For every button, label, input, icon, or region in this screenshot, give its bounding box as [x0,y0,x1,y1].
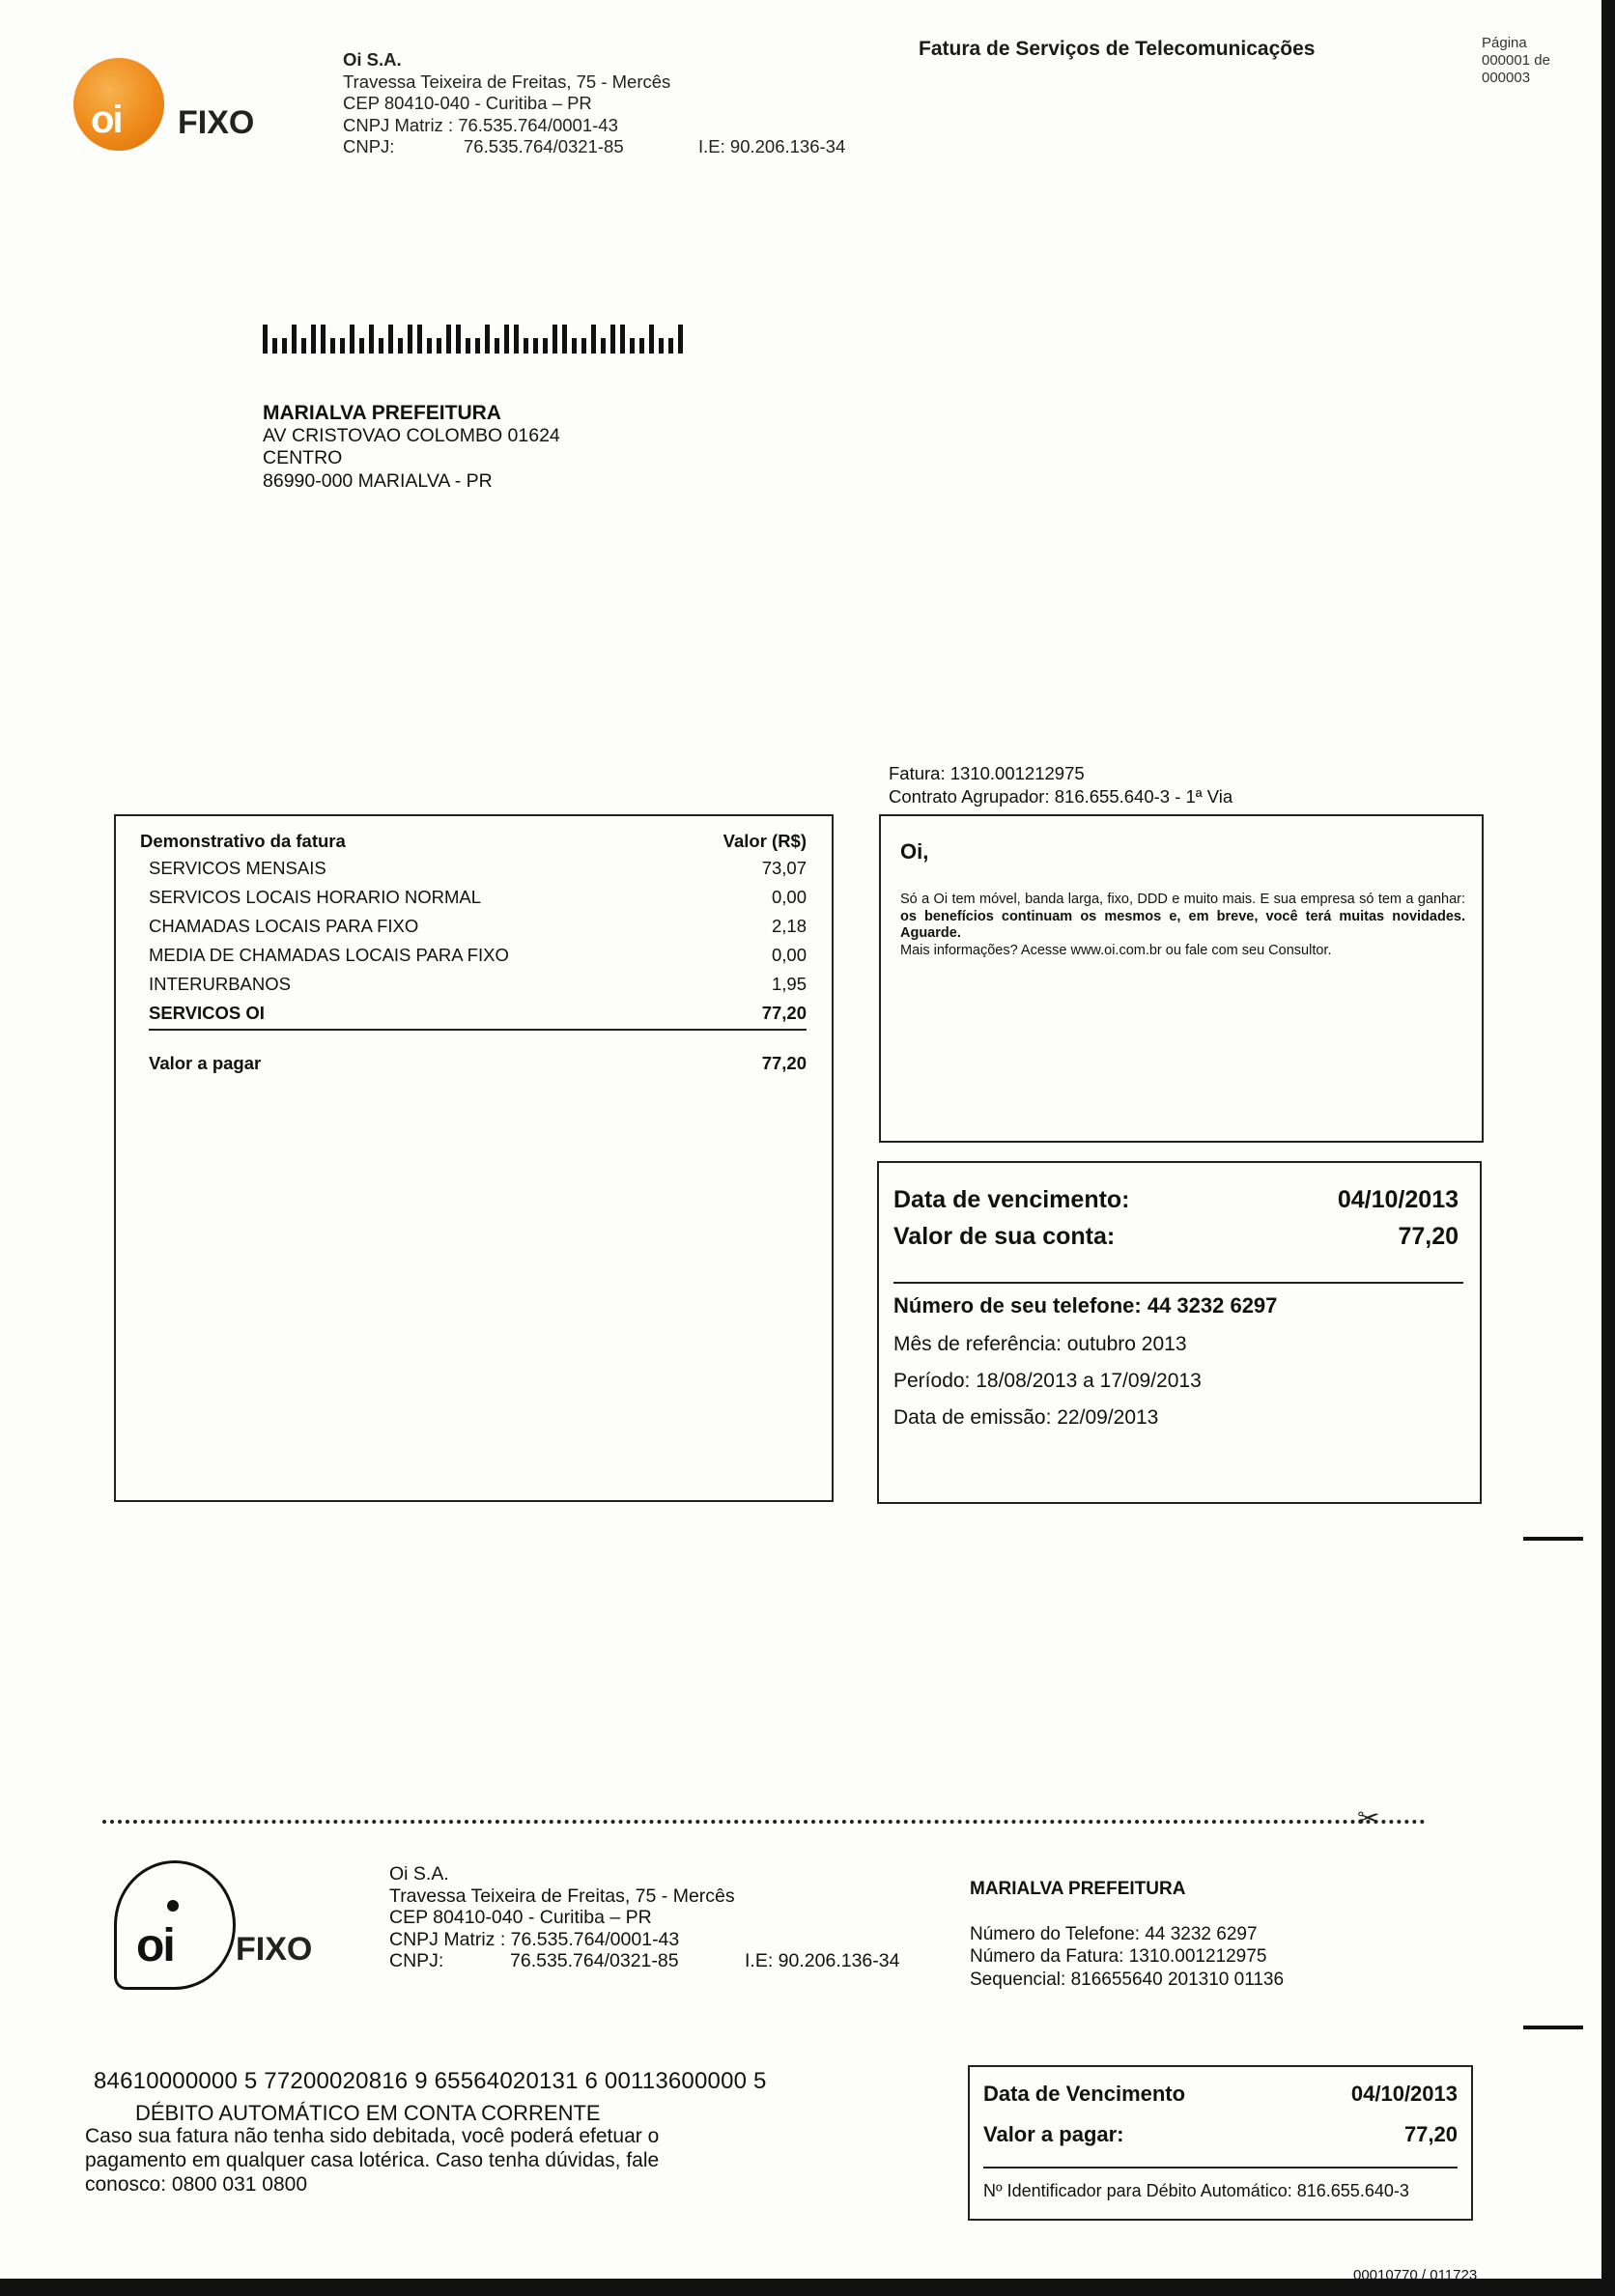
statement-total [149,1053,807,1074]
due-date-label: Data de vencimento: [893,1186,1130,1213]
statement-header [140,831,807,852]
statement-row-value: 0,00 [771,945,807,965]
statement-row [149,887,807,908]
slip-due-label: Data de Vencimento [983,2082,1186,2106]
message-more-info: Mais informações? Acesse www.oi.com.br ou fale com seu Consultor. [900,942,1332,958]
recipient-name: MARIALVA PREFEITURA [263,402,501,424]
barcode-bar [485,325,490,354]
amount-label: Valor de sua conta: [893,1223,1116,1250]
page-current: 000001 de [1482,52,1550,69]
recipient-address [263,402,560,493]
statement-total-label: Valor a pagar [149,1053,262,1073]
message-box [879,814,1484,1143]
debit-note: Caso sua fatura não tenha sido debitada, você poderá efetuar o pagamento em qualquer casa lotérica. Caso tenha dúvidas, fale conosco: 0800 031 0800 [85,2125,660,2196]
barcode-bar [340,338,345,354]
amount-value: 77,20 [1398,1223,1459,1250]
barcode-bar [601,338,606,354]
statement-row-label: SERVICOS OI [149,1003,265,1023]
barcode-bar [369,325,374,354]
barcode-bar [572,338,577,354]
statement-row-value: 73,07 [761,858,807,878]
company-name: Oi S.A. [343,49,402,70]
company-address: Travessa Teixeira de Freitas, 75 - Mercês [389,1885,735,1907]
slip-pay-value: 77,20 [1403,2122,1458,2146]
logo-fixo-label: FIXO [236,1931,313,1968]
footer-sequence: 00010770 / 011723 [1353,2267,1478,2283]
statement-row-value: 0,00 [771,887,807,907]
statement-row [149,916,807,937]
emission-date: Data de emissão: 22/09/2013 [893,1406,1159,1429]
invoice-title: Fatura de Serviços de Telecomunicações [919,38,1316,60]
barcode-bar [417,325,422,354]
margin-tick [1523,1537,1583,1541]
due-date-row [893,1186,1459,1214]
postal-barcode [263,325,688,354]
amount-row [893,1223,1459,1251]
due-date-box [877,1161,1482,1504]
company-cnpj-label: CNPJ: [343,136,395,156]
statement-row-label: INTERURBANOS [149,974,291,994]
slip-company-info [389,1863,900,1972]
barcode-bar [475,338,480,354]
digitable-line: 84610000000 5 77200020816 9 65564020131 6 00113600000 5 [94,2068,767,2094]
company-cep: CEP 80410-040 - Curitiba – PR [343,93,592,113]
barcode-bar [427,338,432,354]
reference-month: Mês de referência: outubro 2013 [893,1333,1187,1355]
barcode-bar [301,338,306,354]
company-address: Travessa Teixeira de Freitas, 75 - Mercês [343,71,671,92]
barcode-bar [591,325,596,354]
invoice-info [889,762,1232,808]
statement-row-value: 1,95 [771,974,807,994]
statement-row [149,945,807,966]
invoice-contract: Contrato Agrupador: 816.655.640-3 - 1ª Via [889,786,1233,807]
company-ie: I.E: 90.206.136-34 [745,1950,900,1971]
statement-row-value: 2,18 [771,916,807,936]
due-date-value: 04/10/2013 [1337,1186,1459,1213]
message-body [900,892,1465,959]
invoice-statement-box [114,814,834,1502]
slip-due-date-row [983,2082,1458,2107]
barcode-bar [524,338,528,354]
company-cnpj-value: 76.535.764/0321-85 [510,1950,679,1971]
barcode-bar [292,325,297,354]
company-cnpj-matriz: CNPJ Matriz : 76.535.764/0001-43 [343,114,618,135]
scan-edge-right [1601,0,1615,2296]
barcode-bar [668,338,673,354]
barcode-bar [330,338,335,354]
recipient-district: CENTRO [263,447,343,468]
company-name: Oi S.A. [389,1863,449,1885]
barcode-bar [678,325,683,354]
barcode-bar [659,338,664,354]
debit-identifier: Nº Identificador para Débito Automático: 816.655.640-3 [983,2181,1409,2200]
statement-row [149,974,807,995]
cut-line [102,1820,1426,1824]
barcode-bar [282,338,287,354]
company-cnpj-matriz: CNPJ Matriz : 76.535.764/0001-43 [389,1928,680,1950]
statement-row-value: 77,20 [761,1003,807,1023]
slip-due-value: 04/10/2013 [1350,2082,1458,2106]
barcode-bar [639,338,644,354]
barcode-bar [437,338,441,354]
barcode-bar [379,338,383,354]
slip-client-info [970,1878,1284,1991]
statement-row-label: SERVICOS LOCAIS HORARIO NORMAL [149,887,482,907]
statement-row-subtotal [149,1003,807,1024]
statement-row-label: MEDIA DE CHAMADAS LOCAIS PARA FIXO [149,945,509,965]
barcode-bar [311,325,316,354]
oi-logo-outline [114,1860,236,1990]
barcode-bar [581,338,586,354]
statement-total-value: 77,20 [761,1053,807,1073]
company-cnpj-value: 76.535.764/0321-85 [464,136,624,156]
barcode-bar [610,325,615,354]
logo-text: oi [91,99,122,141]
slip-divider [983,2167,1458,2168]
statement-title: Demonstrativo da fatura [140,831,346,851]
scissors-icon: ✂ [1357,1803,1380,1833]
slip-due-box [968,2065,1473,2221]
slip-invoice-number: Número da Fatura: 1310.001212975 [970,1946,1267,1967]
recipient-city: 86990-000 MARIALVA - PR [263,469,493,492]
logo-text: oi [136,1920,174,1971]
barcode-bar [408,325,412,354]
billing-period: Período: 18/08/2013 a 17/09/2013 [893,1370,1202,1392]
barcode-bar [514,325,519,354]
slip-pay-label: Valor a pagar: [983,2122,1124,2146]
debit-title: DÉBITO AUTOMÁTICO EM CONTA CORRENTE [135,2101,601,2125]
barcode-bar [649,325,654,354]
logo-fixo-label: FIXO [178,104,255,141]
barcode-bar [398,338,403,354]
slip-pay-row [983,2122,1458,2147]
barcode-bar [263,325,268,354]
barcode-bar [533,338,538,354]
barcode-bar [446,325,451,354]
barcode-bar [620,325,625,354]
page-indicator [1482,35,1550,87]
company-info [343,49,846,158]
barcode-bar [456,325,461,354]
barcode-bar [495,338,499,354]
oi-logo [73,58,164,151]
barcode-bar [552,325,557,354]
message-greeting: Oi, [900,839,929,864]
slip-client-name: MARIALVA PREFEITURA [970,1879,1186,1899]
page-label: Página [1482,35,1527,51]
company-cep: CEP 80410-040 - Curitiba – PR [389,1907,652,1928]
barcode-bar [562,325,567,354]
company-ie: I.E: 90.206.136-34 [698,136,846,156]
barcode-bar [543,338,548,354]
phone-number: Número de seu telefone: 44 3232 6297 [893,1293,1278,1318]
barcode-bar [466,338,470,354]
invoice-number: Fatura: 1310.001212975 [889,763,1085,783]
barcode-bar [321,325,326,354]
statement-row-label: SERVICOS MENSAIS [149,858,326,878]
due-divider [893,1282,1463,1284]
barcode-bar [388,325,393,354]
statement-row [149,858,807,879]
message-text: Só a Oi tem móvel, banda larga, fixo, DDD e muito mais. E sua empresa só tem a ganhar: [900,892,1465,907]
logo-dot [167,1900,179,1912]
recipient-street: AV CRISTOVAO COLOMBO 01624 [263,424,560,446]
margin-tick [1523,2026,1583,2029]
message-text-bold: os benefícios continuam os mesmos e, em breve, você terá muitas novidades. Aguarde. [900,908,1465,941]
barcode-bar [359,338,364,354]
barcode-bar [630,338,635,354]
statement-divider [149,1029,807,1031]
slip-phone: Número do Telefone: 44 3232 6297 [970,1923,1258,1944]
barcode-bar [350,325,354,354]
statement-value-header: Valor (R$) [722,831,807,851]
page-total: 000003 [1482,70,1531,86]
slip-sequence: Sequencial: 816655640 201310 01136 [970,1969,1285,1990]
barcode-bar [504,325,509,354]
statement-row-label: CHAMADAS LOCAIS PARA FIXO [149,916,419,936]
barcode-bar [272,338,277,354]
company-cnpj-label: CNPJ: [389,1950,444,1971]
